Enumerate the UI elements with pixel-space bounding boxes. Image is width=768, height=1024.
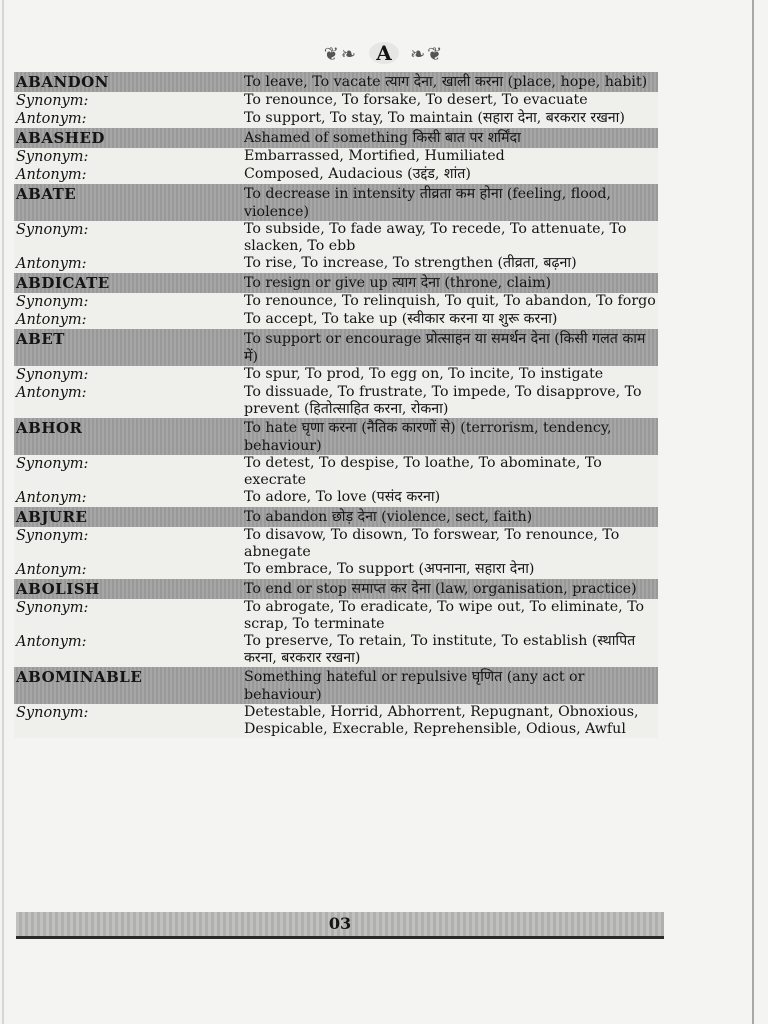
synonym-row [14,148,658,166]
synonym-text: To detest, To despise, To loathe, To abominate, To execrate [244,455,602,488]
headword: ABJURE [16,508,88,526]
synonym-row [14,455,658,489]
antonym-text: To accept, To take up (स्वीकार करना या शुरू करना) [244,311,558,327]
antonym-row [14,110,658,128]
synonym-label: Synonym: [16,294,89,310]
headword-row [14,72,658,92]
headword: ABHOR [16,419,83,437]
antonym-row [14,166,658,184]
headword-row [14,579,658,599]
synonym-row [14,293,658,311]
headword-row [14,507,658,527]
antonym-text: To preserve, To retain, To institute, To establish (स्थापित करना, बरकरार रखना) [244,633,636,666]
antonym-row [14,255,658,273]
entry-abominable [14,667,658,738]
antonym-label: Antonym: [16,312,87,328]
page-edge-left [2,0,4,1024]
antonym-row [14,311,658,329]
headword-row [14,329,658,366]
synonym-text: Detestable, Horrid, Abhorrent, Repugnant, Obnoxious, Despicable, Execrable, Reprehensible, Odious, Awful [244,704,639,737]
synonym-text: To renounce, To relinquish, To quit, To abandon, To forgo [244,293,656,309]
ornament-right-icon: ❧❦ [410,44,445,65]
synonym-text: To renounce, To forsake, To desert, To evacuate [244,92,588,108]
antonym-text: To rise, To increase, To strengthen (तीव्रता, बढ़ना) [244,255,577,271]
entry-abdicate [14,273,658,329]
meaning: Something hateful or repulsive घृणित (any act or behaviour) [244,669,585,703]
antonym-row [14,489,658,507]
antonym-text: Composed, Audacious (उद्दंड, शांत) [244,166,471,182]
headword-row [14,418,658,455]
synonym-row [14,527,658,561]
antonym-label: Antonym: [16,167,87,183]
headword: ABDICATE [16,274,110,292]
meaning: To abandon छोड़ देना (violence, sect, faith) [244,509,533,525]
meaning: To decrease in intensity तीव्रता कम होना (feeling, flood, violence) [244,186,611,220]
headword: ABATE [16,185,77,203]
headword-row [14,128,658,148]
meaning: To hate घृणा करना (नैतिक कारणों से) (terrorism, tendency, behaviour) [244,420,612,454]
antonym-label: Antonym: [16,111,87,127]
headword: ABANDON [16,73,109,91]
headword-row [14,184,658,221]
antonym-label: Antonym: [16,634,87,650]
entry-abet [14,329,658,418]
meaning: Ashamed of something किसी बात पर शर्मिंदा [244,130,521,146]
synonym-text: To spur, To prod, To egg on, To incite, To instigate [244,366,604,382]
entry-abjure [14,507,658,579]
antonym-row [14,561,658,579]
synonym-row [14,92,658,110]
meaning: To leave, To vacate त्याग देना, खाली करना (place, hope, habit) [244,74,648,90]
headword-row [14,273,658,293]
headword: ABOMINABLE [16,668,143,686]
synonym-label: Synonym: [16,456,89,472]
entry-abate [14,184,658,273]
synonym-row [14,366,658,384]
synonym-label: Synonym: [16,222,89,238]
entry-abhor [14,418,658,507]
headword: ABASHED [16,129,105,147]
antonym-row [14,633,658,667]
synonym-text: To subside, To fade away, To recede, To attenuate, To slacken, To ebb [244,221,627,254]
section-letter: A [369,42,399,64]
synonym-label: Synonym: [16,705,89,721]
synonym-label: Synonym: [16,367,89,383]
antonym-text: To adore, To love (पसंद करना) [244,489,441,505]
page-edge-right [752,0,754,1024]
antonym-label: Antonym: [16,385,87,401]
headword: ABET [16,330,65,348]
antonym-text: To dissuade, To frustrate, To impede, To disapprove, To prevent (हितोत्साहित करना, रोकना) [244,384,642,417]
entry-abolish [14,579,658,667]
synonym-text: Embarrassed, Mortified, Humiliated [244,148,505,164]
antonym-text: To embrace, To support (अपनाना, सहारा देना) [244,561,535,577]
entry-abandon [14,72,658,128]
synonym-label: Synonym: [16,149,89,165]
synonym-text: To abrogate, To eradicate, To wipe out, To eliminate, To scrap, To terminate [244,599,645,632]
headword-row [14,667,658,704]
synonym-label: Synonym: [16,528,89,544]
meaning: To resign or give up त्याग देना (throne, claim) [244,275,552,291]
footer-band [16,912,664,939]
header-ornament [0,42,768,65]
antonym-text: To support, To stay, To maintain (सहारा देना, बरकरार रखना) [244,110,625,126]
meaning: To end or stop समाप्त कर देना (law, organisation, practice) [244,581,637,597]
synonym-text: To disavow, To disown, To forswear, To renounce, To abnegate [244,527,620,560]
synonym-label: Synonym: [16,93,89,109]
synonym-row [14,599,658,633]
meaning: To support or encourage प्रोत्साहन या समर्थन देना (किसी गलत काम में) [244,331,646,365]
ornament-left-icon: ❦❧ [323,44,358,65]
synonym-row [14,221,658,255]
entry-abashed [14,128,658,184]
entry-list [14,72,658,738]
synonym-label: Synonym: [16,600,89,616]
antonym-label: Antonym: [16,490,87,506]
antonym-label: Antonym: [16,562,87,578]
headword: ABOLISH [16,580,100,598]
antonym-row [14,384,658,418]
page-number: 03 [328,914,352,933]
synonym-row [14,704,658,738]
antonym-label: Antonym: [16,256,87,272]
